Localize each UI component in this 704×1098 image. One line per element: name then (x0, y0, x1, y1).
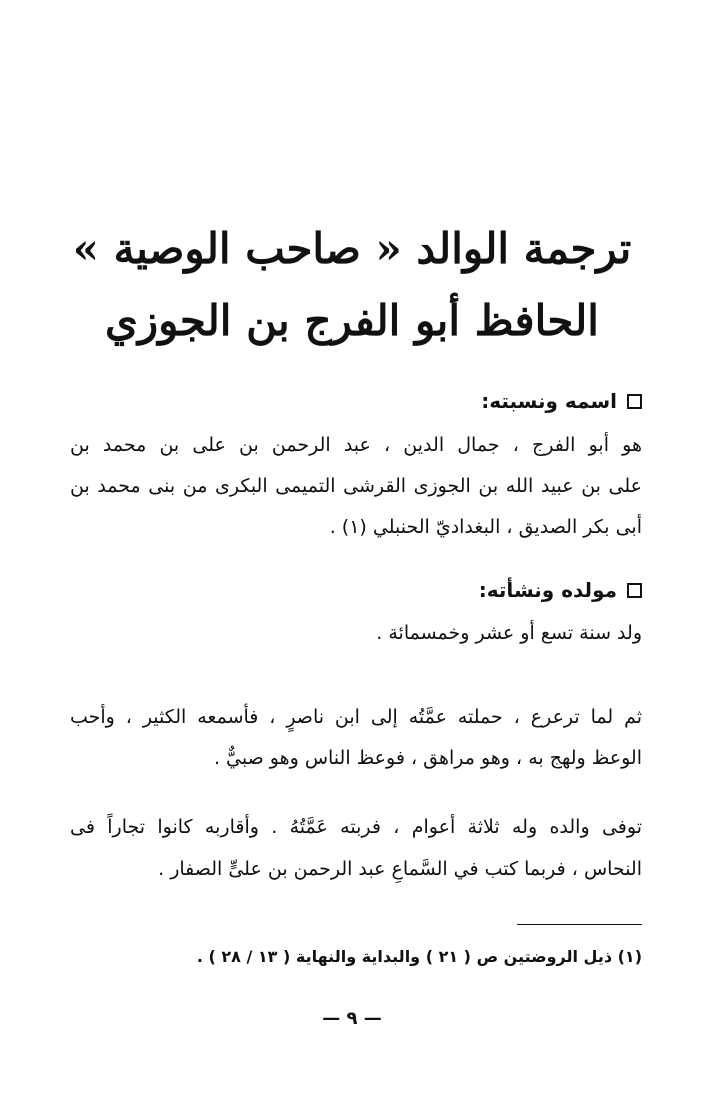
section-heading-birth (479, 580, 642, 600)
paragraph-line: النحاس ، فربما كتب في السَّماعِ عبد الرحمن بن علىٍّ الصفار . (158, 858, 642, 880)
paragraph-line: توفى والده وله ثلاثة أعوام ، فربته عَمَّتُهُ . وأقاربه كانوا تجاراً فى (70, 816, 642, 838)
section-heading-name (481, 391, 642, 411)
section-heading-label: اسمه ونسبته: (481, 389, 617, 413)
paragraph-line: الوعظ ولهج به ، وهو مراهق ، فوعظ الناس وهو صبيٌّ . (213, 747, 642, 769)
title-line-2: الحافظ أبو الفرج بن الجوزي (105, 296, 599, 345)
title-line-1: ترجمة الوالد « صاحب الوصية » (72, 224, 632, 273)
paragraph-line: ثم لما ترعرع ، حملته عمَّتُه إلى ابن ناصرٍ ، فأسمعه الكثير ، وأحب (70, 706, 642, 728)
paragraph-line: على بن عبيد الله بن الجوزى القرشى التميمى البكرى من بنى محمد بن (70, 475, 642, 497)
page-number: — ٩ — (322, 1008, 382, 1029)
footnote: (١) ذيل الروضتين ص ( ٢١ ) والبداية والنهاية ( ١٣ / ٢٨ ) . (196, 947, 642, 966)
paragraph-line: هو أبو الفرج ، جمال الدين ، عبد الرحمن بن على بن محمد بن (70, 434, 642, 456)
footnote-separator (517, 924, 642, 925)
section-heading-label: مولده ونشأته: (478, 578, 617, 602)
paragraph-line: أبى بكر الصديق ، البغداديّ الحنبلي (١) . (329, 516, 642, 538)
checkbox-icon (627, 394, 642, 409)
paragraph-line: ولد سنة تسع أو عشر وخمسمائة . (376, 622, 642, 644)
checkbox-icon (627, 583, 642, 598)
